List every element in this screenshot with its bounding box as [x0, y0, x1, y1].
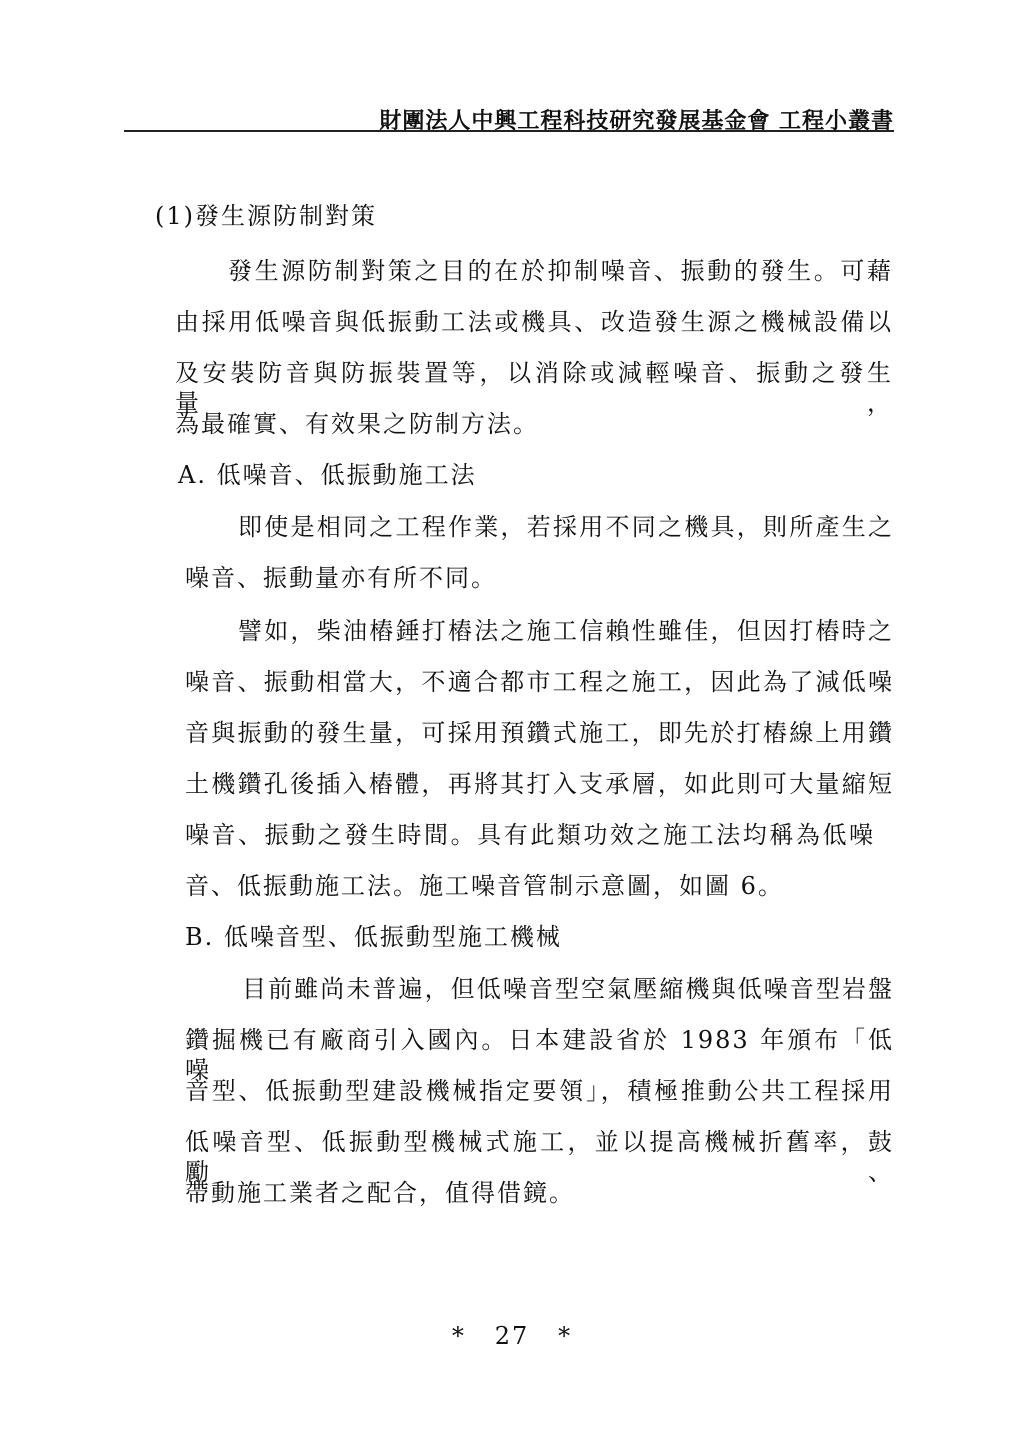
- paragraph-line: 音、低振動施工法。施工噪音管制示意圖，如圖 6。: [185, 872, 784, 900]
- paragraph-line: 土機鑽孔後插入樁體，再將其打入支承層，如此則可大量縮短: [185, 770, 894, 798]
- section-heading: (1)發生源防制對策: [155, 202, 377, 230]
- paragraph-line: 目前雖尚未普遍，但低噪音型空氣壓縮機與低噪音型岩盤: [242, 975, 894, 1003]
- paragraph-line: 噪音、振動相當大，不適合都市工程之施工，因此為了減低噪: [185, 668, 894, 696]
- paragraph-line: 即使是相同之工程作業，若採用不同之機具，則所產生之: [238, 513, 894, 541]
- paragraph-line: 噪音、振動之發生時間。具有此類功效之施工法均稱為低噪: [185, 821, 875, 849]
- paragraph-line: 由採用低噪音與低振動工法或機具、改造發生源之機械設備以: [175, 308, 893, 336]
- paragraph-line: 帶動施工業者之配合，值得借鏡。: [185, 1179, 575, 1207]
- paragraph-line: 鑽掘機已有廠商引入國內。日本建設省於 1983 年頒布「低噪: [185, 1026, 894, 1084]
- running-header: 財團法人中興工程科技研究發展基金會 工程小叢書: [379, 109, 894, 134]
- paragraph-line: 及安裝防音與防振裝置等，以消除或減輕噪音、振動之發生量，: [175, 359, 893, 417]
- paragraph-line: 譬如，柴油樁錘打樁法之施工信賴性雖佳，但因打樁時之: [238, 617, 894, 645]
- page-number: * 27 *: [451, 1322, 573, 1350]
- paragraph-line: 發生源防制對策之目的在於抑制噪音、振動的發生。可藉: [228, 257, 893, 285]
- paragraph-line: 音與振動的發生量，可採用預鑽式施工，即先於打樁線上用鑽: [185, 719, 894, 747]
- header-divider: [124, 130, 894, 132]
- subsection-heading-a: A. 低噪音、低振動施工法: [178, 461, 477, 489]
- paragraph-line: 音型、低振動型建設機械指定要領」，積極推動公共工程採用: [185, 1077, 894, 1105]
- paragraph-line: 噪音、振動量亦有所不同。: [185, 564, 497, 592]
- paragraph-line: 為最確實、有效果之防制方法。: [175, 410, 539, 438]
- paragraph-line: 低噪音型、低振動型機械式施工，並以提高機械折舊率，鼓勵、: [185, 1128, 894, 1186]
- subsection-heading-b: B. 低噪音型、低振動型施工機械: [185, 923, 562, 951]
